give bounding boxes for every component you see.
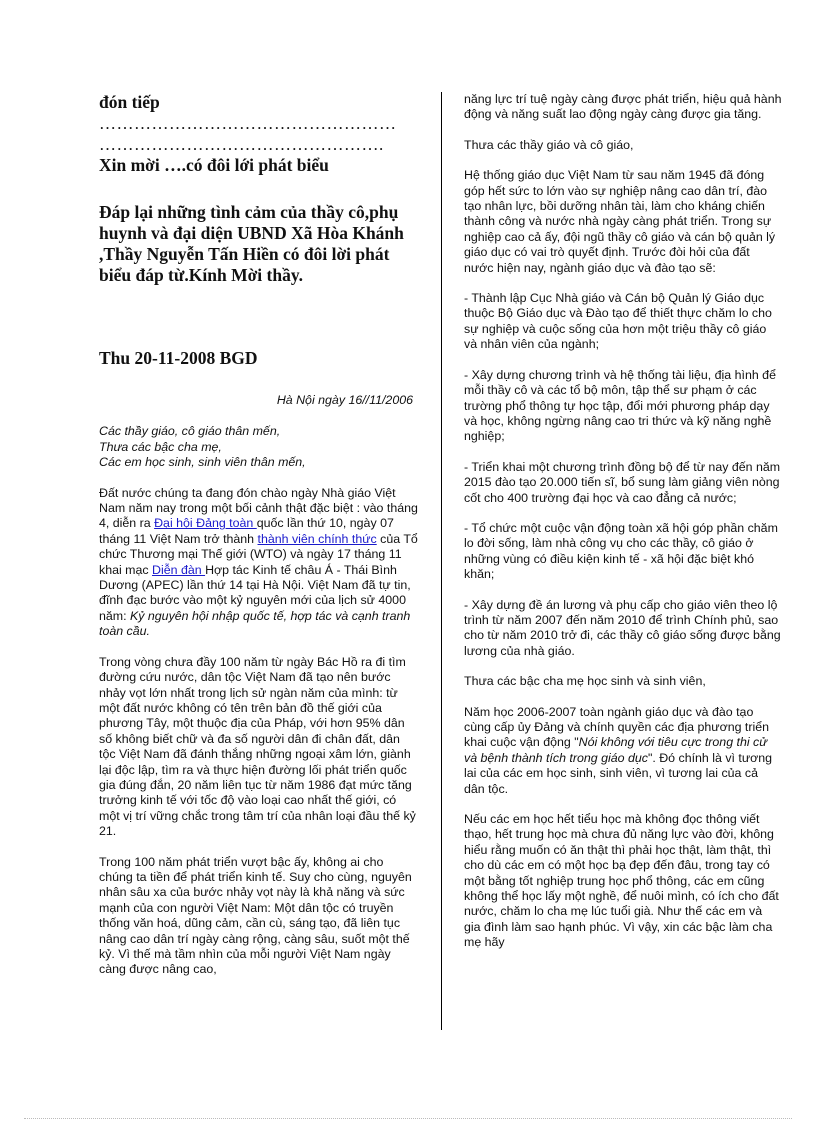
link-dai-hoi-dang[interactable]: Đại hội Đảng toàn <box>154 516 257 531</box>
greeting-parents: Thưa các bậc cha mẹ, <box>99 439 222 454</box>
task-item-4: - Tổ chức một cuộc vận động toàn xã hội góp phần chăm lo đời sống, làm nhà công vụ cho các thầy, cô giáo ở những vùng có điều kiện kinh tế - xã hội đặc biệt khó khăn; <box>464 520 778 582</box>
invitation-line: Xin mời ….có đôi lới phát biểu <box>99 155 329 175</box>
column-divider <box>441 92 442 1030</box>
greeting-teachers-2: Thưa các thầy giáo và cô giáo, <box>464 137 634 152</box>
page-bottom-rule <box>24 1118 792 1119</box>
response-paragraph: Đáp lại những tình cảm của thầy cô,phụ huynh và đại diện UBND Xã Hòa Khánh ,Thầy Nguyễn Tấn Hiền có đôi lời phát biểu đáp từ.Kính Mời thầy. <box>99 202 404 285</box>
link-dien-dan[interactable]: Diễn đàn <box>152 562 206 577</box>
date-signature-line: Thu 20-11-2008 BGD <box>99 348 258 368</box>
dotted-line-2: …………………………………………. <box>99 135 384 154</box>
paragraph-development: Trong 100 năm phát triển vượt bậc ấy, không ai cho chúng ta tiền để phát triển kinh tế. Suy cho cùng, nguyên nhân sâu xa của bước nhảy vọt này là khả năng và sức mạnh của con người Việt Nam: Một dân tộc có truyền thống văn hoá, dũng cảm, cần cù, sáng tạo, đã liên tục nâng cao dân trí ngày càng rộng, càng sâu, suốt một thế kỷ. Vì thế mà tầm nhìn của mỗi người Việt Nam ngày càng được nâng cao, <box>99 854 412 977</box>
paragraph-campaign: Năm học 2006-2007 toàn ngành giáo dục và đào tạo cùng cấp ủy Đảng và chính quyền các địa phương triển khai cuộc vận động "Nói không với tiêu cực trong thi cử và bệnh thành tích trong giáo dục". Đó chính là vì tương lai của các em học sinh, sinh viên, vì tương lai của cả dân tộc. <box>464 704 773 796</box>
paragraph-education-system: Hệ thống giáo dục Việt Nam từ sau năm 1945 đã đóng góp hết sức to lớn vào sự nghiệp nâng cao dân trí, đào tạo nhân lực, bồi dưỡng nhân tài, làm cho kháng chiến thành công và nước nhà ngày càng phát triển. Trong sự nghiệp cao cả ấy, đội ngũ thầy cô giáo và cán bộ quản lý giáo dục có vai trò quyết định. Trước đòi hỏi của đất nước hiện nay, ngành giáo dục và đào tạo sẽ: <box>464 168 776 275</box>
dotted-line-1: …………………………………………… <box>99 114 397 133</box>
greeting-block <box>99 424 419 470</box>
task-item-5: - Xây dựng đề án lương và phụ cấp cho giáo viên theo lộ trình từ năm 2007 đến năm 2010 để trình Chính phủ, sao cho từ năm 2010 trở đi, các thầy cô giáo sống được bằng lương của nhà giáo. <box>464 597 781 658</box>
heading-don-tiep: đón tiếp <box>99 92 160 112</box>
paragraph-continuation: năng lực trí tuệ ngày càng được phát triển, hiệu quả hành động và năng suất lao động ngày càng được gia tăng. <box>464 92 782 122</box>
task-item-1: - Thành lập Cục Nhà giáo và Cán bộ Quản lý Giáo dục thuộc Bộ Giáo dục và Đào tạo để thiết thực chăm lo cho sự nghiệp và cuộc sống của hơn một triệu thầy cô giáo và nhân viên của ngành; <box>464 291 772 352</box>
greeting-parents-2: Thưa các bậc cha mẹ học sinh và sinh viên, <box>464 674 706 689</box>
greeting-students: Các em học sinh, sinh viên thân mến, <box>99 455 306 470</box>
task-item-3: - Triển khai một chương trình đồng bộ để từ nay đến năm 2015 đào tạo 20.000 tiến sĩ, bổ sung làm giảng viên nòng cốt cho 400 trường đại học và cao đẳng cả nước; <box>464 459 781 505</box>
place-date: Hà Nội ngày 16//11/2006 <box>276 393 413 407</box>
paragraph-students-advice: Nếu các em học hết tiểu học mà không đọc thông viết thạo, hết trung học mà chưa đủ năng lực vào đời, không hiểu rằng muốn có ăn thật thì phải học thật, làm thật, thì cho dù các em có một học bạ đẹp đến đâu, trong tay có một bằng tốt nghiệp trung học phổ thông, các em cũng không thể học lấy một nghề, để nuôi mình, có ích cho đất nước, chăm lo cha mẹ lúc tuổi già. Như thế các em và gia đình làm sao hạnh phúc. Vì vậy, xin các bậc làm cha mẹ hãy <box>464 812 779 950</box>
task-item-2: - Xây dựng chương trình và hệ thống tài liệu, địa hình để mỗi thầy cô và các tổ bộ môn, tập thể sư phạm ở các trường phổ thông tự học tập, đổi mới phương pháp dạy và học, không ngừng nâng cao tri thức và kỹ năng nghề nghiệp; <box>464 367 776 444</box>
link-thanh-vien-chinh-thuc[interactable]: thành viên chính thức <box>257 531 377 546</box>
greeting-teachers: Các thầy giáo, cô giáo thân mến, <box>99 424 281 439</box>
paragraph-history: Trong vòng chưa đầy 100 năm từ ngày Bác Hồ ra đi tìm đường cứu nước, dân tộc Việt Nam đã tạo nên bước nhảy vọt lớn nhất trong lịch sử ngàn năm của mình: từ một đất nước không có tên trên bản đồ thế giới của phương Tây, một thuộc địa của Pháp, với hơn 95% dân số không biết chữ và đa số người dân đi chân đất, dân tộc Việt Nam đã đánh thắng những ngoại xâm lớn, giành lại độc lập, tìm ra và thực hiện đường lối phát triển quốc gia đúng đắn, 20 năm liên tục từ năm 1986 đạt mức tăng trưởng kinh tế với tốc độ vào loại cao nhất thế giới, có một vị trí vững chắc trong tâm trí của nhân loại đầu thế kỷ 21. <box>99 654 416 839</box>
paragraph-context: Đất nước chúng ta đang đón chào ngày Nhà giáo Việt Nam năm nay trong một bối cảnh thật đặc biệt : vào tháng 4, diễn ra Đại hội Đảng toàn quốc lần thứ 10, ngày 07 tháng 11 Việt Nam trở thành thành viên chính thức của Tổ chức Thương mại Thế giới (WTO) và ngày 17 tháng 11 khai mạc Diễn đàn Hợp tác Kinh tế châu Á - Thái Bình Dương (APEC) lần thứ 14 tại Hà Nội. Việt Nam đã tự tin, đĩnh đạc bước vào một kỷ nguyên mới của lịch sử 4000 năm: Kỷ nguyên hội nhập quốc tế, hợp tác và cạnh tranh toàn cầu. <box>99 485 418 639</box>
right-column <box>464 92 782 951</box>
left-column <box>99 92 419 978</box>
